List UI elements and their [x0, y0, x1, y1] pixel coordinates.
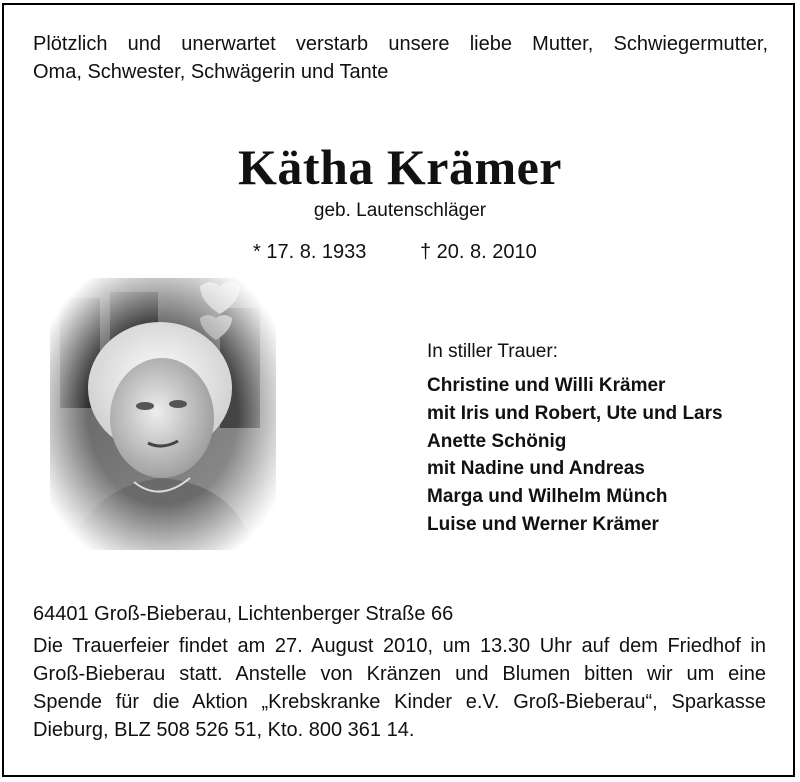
mourners-lead: In stiller Trauer:	[427, 341, 558, 362]
mourner-line: mit Nadine und Andreas	[427, 458, 645, 480]
funeral-line: Groß-Bieberau statt. Anstelle von Kränzen und Blumen bitten wir um eine	[33, 663, 766, 685]
intro-text	[33, 30, 768, 86]
deceased-name: Kätha Krämer	[238, 139, 562, 195]
mourner-line: Anette Schönig	[427, 430, 567, 452]
intro-line-1: Plötzlich und unerwartet verstarb unsere liebe Mutter, Schwiegermutter,	[33, 33, 768, 55]
mourner-line: Christine und Willi Krämer	[427, 375, 666, 396]
funeral-line: Dieburg, BLZ 508 526 51, Kto. 800 361 14.	[33, 719, 415, 741]
mourner-line: Marga und Wilhelm Münch	[427, 486, 668, 508]
funeral-info	[33, 632, 766, 744]
address: 64401 Groß-Bieberau, Lichtenberger Straße 66	[33, 603, 454, 625]
funeral-line: Spende für die Aktion „Krebskranke Kinder e.V. Groß-Bieberau“, Sparkasse	[33, 691, 766, 713]
mourner-line: Luise und Werner Krämer	[427, 513, 659, 535]
maiden-name: geb. Lautenschläger	[313, 200, 487, 221]
intro-line-2: Oma, Schwester, Schwägerin und Tante	[33, 61, 389, 83]
funeral-line: Die Trauerfeier findet am 27. August 2010, um 13.30 Uhr auf dem Friedhof in	[33, 635, 766, 657]
mourners-block	[427, 338, 787, 539]
birth-date: * 17. 8. 1933	[253, 241, 367, 263]
portrait-photo-icon	[50, 278, 276, 550]
mourner-line: mit Iris und Robert, Ute und Lars	[427, 402, 723, 424]
death-date: † 20. 8. 2010	[420, 241, 537, 263]
